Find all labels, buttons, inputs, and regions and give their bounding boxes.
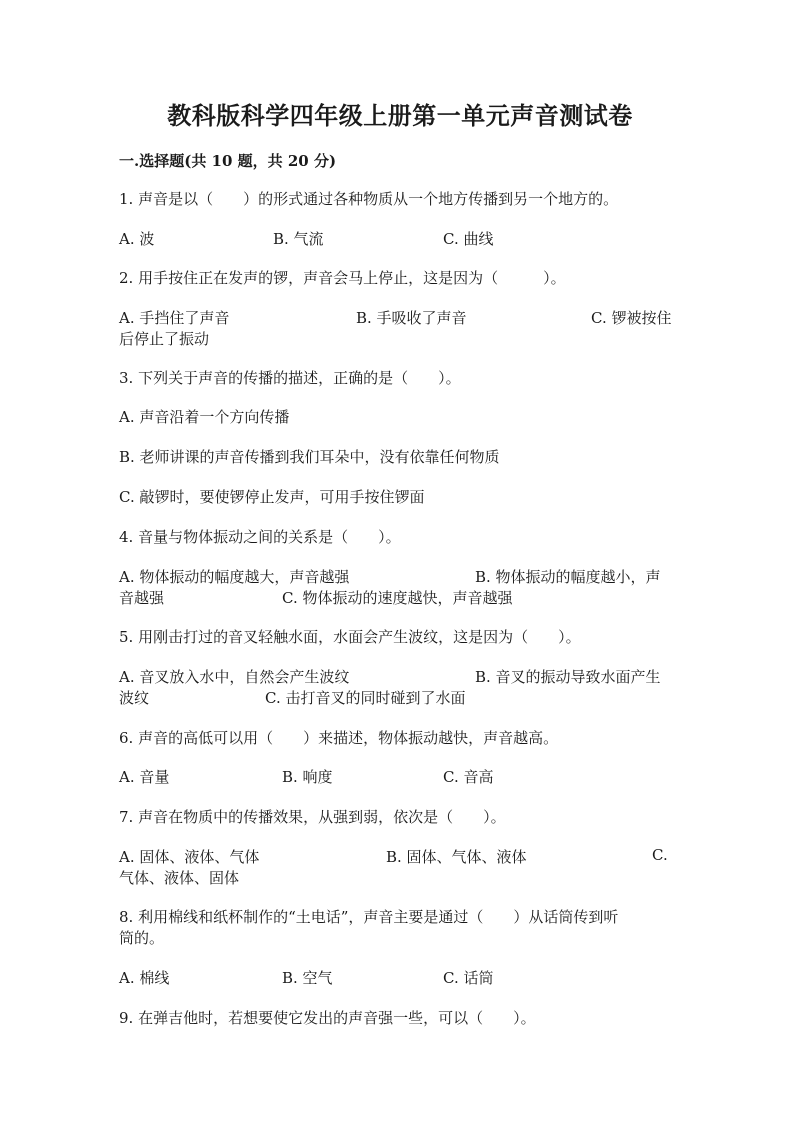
question-5-stem: 5. 用刚击打过的音叉轻触水面，水面会产生波纹，这是因为（ ）。 bbox=[119, 628, 581, 646]
question-6-option-c: C. 音高 bbox=[443, 768, 494, 786]
question-2-option-a: A. 手挡住了声音 bbox=[119, 309, 230, 327]
question-5-option-b-continued: 波纹 bbox=[119, 689, 150, 707]
question-2-option-c: C. 锣被按住 bbox=[591, 309, 672, 327]
question-6-stem: 6. 声音的高低可以用（ ）来描述，物体振动越快，声音越高。 bbox=[119, 729, 559, 747]
question-2-option-b: B. 手吸收了声音 bbox=[356, 309, 467, 327]
question-4-option-a: A. 物体振动的幅度越大，声音越强 bbox=[119, 568, 350, 586]
question-5-option-a: A. 音叉放入水中，自然会产生波纹 bbox=[119, 668, 350, 686]
question-1-stem: 1. 声音是以（ ）的形式通过各种物质从一个地方传播到另一个地方的。 bbox=[119, 190, 619, 208]
question-3-option-c: C. 敲锣时，要使锣停止发声，可用手按住锣面 bbox=[119, 488, 425, 506]
question-7-option-c-continued: 气体、液体、固体 bbox=[119, 869, 240, 887]
question-9-stem: 9. 在弹吉他时，若想要使它发出的声音强一些，可以（ ）。 bbox=[119, 1009, 536, 1027]
question-6-option-b: B. 响度 bbox=[282, 768, 333, 786]
question-7-option-b: B. 固体、气体、液体 bbox=[386, 848, 527, 866]
question-8-stem: 8. 利用棉线和纸杯制作的“土电话”，声音主要是通过（ ）从话筒传到听 bbox=[119, 908, 619, 926]
question-5-option-b: B. 音叉的振动导致水面产生 bbox=[475, 668, 661, 686]
question-1-option-a: A. 波 bbox=[119, 230, 155, 248]
question-8-option-c: C. 话筒 bbox=[443, 969, 494, 987]
question-7-stem: 7. 声音在物质中的传播效果，从强到弱，依次是（ ）。 bbox=[119, 808, 506, 826]
question-3-option-a: A. 声音沿着一个方向传播 bbox=[119, 408, 290, 426]
question-8-stem-continued: 筒的。 bbox=[119, 929, 165, 947]
question-2-stem: 2. 用手按住正在发声的锣，声音会马上停止，这是因为（ ）。 bbox=[119, 269, 566, 287]
question-7-option-c: C. bbox=[652, 846, 668, 864]
question-3-stem: 3. 下列关于声音的传播的描述，正确的是（ ）。 bbox=[119, 369, 461, 387]
question-4-option-b-continued: 音越强 bbox=[119, 589, 165, 607]
question-4-option-b: B. 物体振动的幅度越小，声 bbox=[475, 568, 661, 586]
question-5-option-c: C. 击打音叉的同时碰到了水面 bbox=[265, 689, 466, 707]
question-1-option-b: B. 气流 bbox=[273, 230, 324, 248]
page-title: 教科版科学四年级上册第一单元声音测试卷 bbox=[167, 101, 633, 130]
section-heading: 一.选择题(共 10 题，共 20 分) bbox=[119, 152, 337, 170]
question-8-option-b: B. 空气 bbox=[282, 969, 333, 987]
question-4-stem: 4. 音量与物体振动之间的关系是（ ）。 bbox=[119, 528, 401, 546]
question-1-option-c: C. 曲线 bbox=[443, 230, 494, 248]
question-8-option-a: A. 棉线 bbox=[119, 969, 170, 987]
question-4-option-c: C. 物体振动的速度越快，声音越强 bbox=[282, 589, 513, 607]
question-7-option-a: A. 固体、液体、气体 bbox=[119, 848, 260, 866]
question-3-option-b: B. 老师讲课的声音传播到我们耳朵中，没有依靠任何物质 bbox=[119, 448, 500, 466]
question-2-option-c-continued: 后停止了振动 bbox=[119, 330, 210, 348]
question-6-option-a: A. 音量 bbox=[119, 768, 170, 786]
